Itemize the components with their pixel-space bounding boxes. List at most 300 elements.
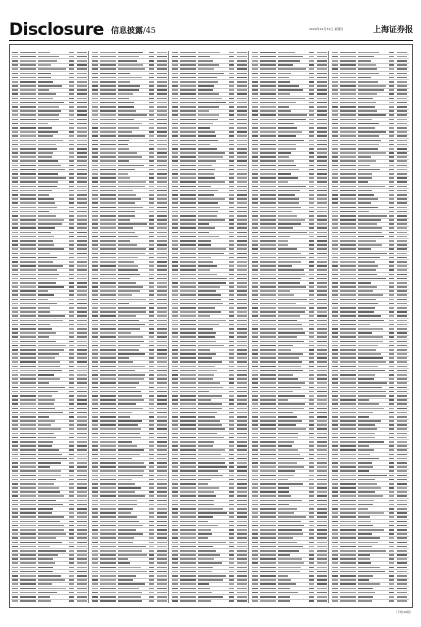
table-cell xyxy=(332,571,338,573)
table-cell xyxy=(317,274,327,276)
table-cell xyxy=(397,202,407,204)
table-cell xyxy=(157,500,167,502)
table-cell xyxy=(252,424,258,426)
table-cell xyxy=(332,127,338,129)
table-cell xyxy=(389,391,394,393)
table-cell xyxy=(389,324,394,326)
table-cell xyxy=(180,345,196,347)
table-row xyxy=(11,600,88,603)
table-cell xyxy=(172,487,178,489)
table-cell xyxy=(229,600,234,602)
table-cell xyxy=(389,169,394,171)
table-cell xyxy=(317,131,327,133)
table-cell xyxy=(100,529,116,531)
table-cell xyxy=(309,399,314,401)
table-cell xyxy=(198,299,221,301)
table-cell xyxy=(260,186,276,188)
table-cell xyxy=(278,324,302,326)
table-cell xyxy=(172,307,178,309)
table-cell xyxy=(278,261,301,263)
table-cell xyxy=(229,475,234,477)
table-cell xyxy=(12,433,18,435)
table-cell xyxy=(198,433,217,435)
table-cell xyxy=(229,207,234,209)
table-cell xyxy=(340,403,356,405)
table-cell xyxy=(100,290,116,292)
table-cell xyxy=(180,294,196,296)
table-cell xyxy=(340,466,356,468)
table-cell xyxy=(69,244,74,246)
table-cell xyxy=(397,274,407,276)
table-cell xyxy=(20,248,36,250)
table-cell xyxy=(77,378,87,380)
table-cell xyxy=(69,387,74,389)
table-cell xyxy=(237,336,247,338)
table-cell xyxy=(252,93,258,95)
table-cell xyxy=(252,433,258,435)
table-cell xyxy=(69,516,74,518)
table-cell xyxy=(180,357,196,359)
table-cell xyxy=(332,416,338,418)
table-cell xyxy=(118,500,137,502)
table-cell xyxy=(237,466,247,468)
table-cell xyxy=(69,320,74,322)
table-cell xyxy=(229,81,234,83)
table-cell xyxy=(229,403,234,405)
table-cell xyxy=(278,387,301,389)
table-cell xyxy=(69,562,74,564)
table-cell xyxy=(92,299,98,301)
table-cell xyxy=(38,248,64,250)
table-cell xyxy=(172,286,178,288)
table-cell xyxy=(118,349,139,351)
table-cell xyxy=(237,73,247,75)
table-cell xyxy=(20,416,36,418)
table-cell xyxy=(317,533,327,535)
table-cell xyxy=(229,575,234,577)
table-cell xyxy=(38,516,64,518)
table-cell xyxy=(100,395,116,397)
table-cell xyxy=(20,391,36,393)
table-cell xyxy=(358,282,371,284)
table-cell xyxy=(397,391,407,393)
table-cell xyxy=(332,592,338,594)
table-cell xyxy=(278,160,294,162)
table-cell xyxy=(100,253,116,255)
table-cell xyxy=(260,169,276,171)
table-cell xyxy=(20,144,36,146)
table-cell xyxy=(309,261,314,263)
table-cell xyxy=(358,311,374,313)
table-cell xyxy=(229,529,234,531)
table-cell xyxy=(172,571,178,573)
table-cell xyxy=(252,391,258,393)
table-cell xyxy=(157,269,167,271)
table-cell xyxy=(20,332,36,334)
table-cell xyxy=(278,449,298,451)
table-cell xyxy=(389,190,394,192)
table-cell xyxy=(237,332,247,334)
table-cell xyxy=(260,123,276,125)
table-cell xyxy=(278,131,302,133)
table-cell xyxy=(237,152,247,154)
table-cell xyxy=(278,148,296,150)
table-cell xyxy=(198,173,214,175)
table-cell xyxy=(237,328,247,330)
table-cell xyxy=(20,311,36,313)
table-column-2 xyxy=(91,51,169,603)
table-cell xyxy=(172,353,178,355)
table-cell xyxy=(77,219,87,221)
table-cell xyxy=(180,349,196,351)
table-cell xyxy=(92,186,98,188)
table-cell xyxy=(237,202,247,204)
table-cell xyxy=(309,441,314,443)
table-cell xyxy=(229,571,234,573)
table-cell xyxy=(229,77,234,79)
table-cell xyxy=(358,546,372,548)
table-cell xyxy=(69,278,74,280)
table-cell xyxy=(69,583,74,585)
table-cell xyxy=(317,73,327,75)
table-cell xyxy=(172,378,178,380)
table-cell xyxy=(340,349,356,351)
table-cell xyxy=(20,315,36,317)
table-cell xyxy=(309,160,314,162)
table-cell xyxy=(92,341,98,343)
table-cell xyxy=(389,571,394,573)
table-cell xyxy=(332,299,338,301)
table-cell xyxy=(20,550,36,552)
table-cell xyxy=(229,391,234,393)
table-cell xyxy=(12,207,18,209)
table-cell xyxy=(100,114,116,116)
table-cell xyxy=(20,412,36,414)
table-cell xyxy=(278,579,291,581)
table-cell xyxy=(260,261,276,263)
table-cell xyxy=(397,416,407,418)
table-cell xyxy=(118,303,129,305)
table-cell xyxy=(20,127,36,129)
table-cell xyxy=(20,588,36,590)
table-cell xyxy=(180,537,196,539)
table-cell xyxy=(157,282,167,284)
table-cell xyxy=(252,98,258,100)
table-cell xyxy=(332,73,338,75)
table-cell xyxy=(149,357,154,359)
table-cell xyxy=(12,148,18,150)
table-cell xyxy=(198,479,211,481)
table-cell xyxy=(118,596,141,598)
table-cell xyxy=(172,500,178,502)
table-cell xyxy=(198,303,223,305)
table-cell xyxy=(317,148,327,150)
table-cell xyxy=(69,190,74,192)
table-cell xyxy=(309,169,314,171)
table-cell xyxy=(397,437,407,439)
table-cell xyxy=(12,571,18,573)
table-cell xyxy=(229,219,234,221)
table-cell xyxy=(92,244,98,246)
table-cell xyxy=(20,320,36,322)
table-cell xyxy=(172,554,178,556)
table-cell xyxy=(278,466,304,468)
table-cell xyxy=(157,186,167,188)
table-cell xyxy=(198,500,214,502)
table-cell xyxy=(100,500,116,502)
table-cell xyxy=(77,387,87,389)
table-cell xyxy=(149,152,154,154)
table-cell xyxy=(100,328,116,330)
table-cell xyxy=(237,102,247,104)
table-cell xyxy=(118,64,143,66)
table-cell xyxy=(12,299,18,301)
table-cell xyxy=(12,186,18,188)
table-cell xyxy=(180,227,196,229)
table-cell xyxy=(100,491,116,493)
table-cell xyxy=(229,64,234,66)
table-cell xyxy=(118,495,145,497)
table-cell xyxy=(157,546,167,548)
table-cell xyxy=(397,123,407,125)
table-cell xyxy=(12,403,18,405)
table-cell xyxy=(100,495,116,497)
table-cell xyxy=(172,357,178,359)
table-cell xyxy=(229,374,234,376)
table-cell xyxy=(260,345,276,347)
table-cell xyxy=(397,583,407,585)
table-cell xyxy=(397,479,407,481)
table-cell xyxy=(157,73,167,75)
table-cell xyxy=(180,315,196,317)
table-cell xyxy=(20,52,36,54)
table-cell xyxy=(397,374,407,376)
table-cell xyxy=(340,537,356,539)
table-cell xyxy=(332,408,338,410)
table-cell xyxy=(118,144,128,146)
table-cell xyxy=(340,600,356,602)
table-cell xyxy=(317,56,327,58)
table-cell xyxy=(397,211,407,213)
table-cell xyxy=(157,583,167,585)
table-cell xyxy=(172,148,178,150)
table-cell xyxy=(198,148,217,150)
table-cell xyxy=(309,550,314,552)
table-cell xyxy=(317,81,327,83)
table-cell xyxy=(317,140,327,142)
table-cell xyxy=(172,370,178,372)
table-cell xyxy=(12,294,18,296)
table-cell xyxy=(317,89,327,91)
table-cell xyxy=(172,202,178,204)
table-cell xyxy=(340,525,356,527)
table-cell xyxy=(149,60,154,62)
table-cell xyxy=(278,391,293,393)
table-cell xyxy=(20,546,36,548)
table-cell xyxy=(12,583,18,585)
table-cell xyxy=(332,433,338,435)
table-cell xyxy=(278,198,299,200)
table-cell xyxy=(358,303,378,305)
table-cell xyxy=(92,462,98,464)
table-cell xyxy=(278,194,295,196)
table-cell xyxy=(180,437,196,439)
table-cell xyxy=(229,156,234,158)
table-cell xyxy=(340,282,356,284)
table-cell xyxy=(252,399,258,401)
table-cell xyxy=(278,416,297,418)
table-cell xyxy=(309,395,314,397)
table-cell xyxy=(92,169,98,171)
table-cell xyxy=(317,495,327,497)
table-cell xyxy=(149,156,154,158)
table-cell xyxy=(317,554,327,556)
table-cell xyxy=(340,491,356,493)
table-cell xyxy=(118,387,136,389)
table-cell xyxy=(38,378,60,380)
table-cell xyxy=(358,341,383,343)
table-cell xyxy=(389,588,394,590)
table-cell xyxy=(317,433,327,435)
table-cell xyxy=(278,119,306,121)
table-cell xyxy=(77,567,87,569)
table-cell xyxy=(397,223,407,225)
table-cell xyxy=(278,592,298,594)
table-cell xyxy=(198,558,214,560)
table-cell xyxy=(77,345,87,347)
table-cell xyxy=(38,219,64,221)
table-cell xyxy=(317,470,327,472)
table-cell xyxy=(180,152,196,154)
table-cell xyxy=(358,466,373,468)
table-cell xyxy=(180,223,196,225)
table-cell xyxy=(252,529,258,531)
table-cell xyxy=(12,106,18,108)
table-cell xyxy=(92,592,98,594)
table-cell xyxy=(100,303,116,305)
table-cell xyxy=(317,194,327,196)
table-cell xyxy=(252,240,258,242)
table-cell xyxy=(38,148,57,150)
table-cell xyxy=(309,324,314,326)
table-cell xyxy=(180,550,196,552)
table-cell xyxy=(69,370,74,372)
table-cell xyxy=(118,579,133,581)
table-cell xyxy=(340,236,356,238)
table-cell xyxy=(317,98,327,100)
table-cell xyxy=(340,278,356,280)
table-cell xyxy=(340,173,356,175)
table-cell xyxy=(340,240,356,242)
table-cell xyxy=(252,537,258,539)
table-cell xyxy=(397,207,407,209)
table-cell xyxy=(309,374,314,376)
table-cell xyxy=(332,181,338,183)
table-cell xyxy=(157,336,167,338)
table-cell xyxy=(340,391,356,393)
table-cell xyxy=(260,600,276,602)
table-cell xyxy=(309,366,314,368)
table-cell xyxy=(157,470,167,472)
table-column-3 xyxy=(171,51,249,603)
table-cell xyxy=(38,89,49,91)
table-cell xyxy=(397,261,407,263)
table-cell xyxy=(252,600,258,602)
table-cell xyxy=(77,181,87,183)
table-cell xyxy=(198,583,209,585)
table-cell xyxy=(172,391,178,393)
table-cell xyxy=(198,152,225,154)
table-cell xyxy=(340,219,356,221)
table-cell xyxy=(260,227,276,229)
table-cell xyxy=(260,236,276,238)
table-cell xyxy=(317,135,327,137)
table-cell xyxy=(12,215,18,217)
table-cell xyxy=(118,73,130,75)
table-cell xyxy=(157,357,167,359)
table-cell xyxy=(389,131,394,133)
table-cell xyxy=(118,391,141,393)
table-cell xyxy=(149,194,154,196)
table-cell xyxy=(397,127,407,129)
table-cell xyxy=(340,311,356,313)
table-cell xyxy=(180,219,196,221)
table-cell xyxy=(77,424,87,426)
table-cell xyxy=(20,156,36,158)
table-cell xyxy=(260,290,276,292)
table-cell xyxy=(332,374,338,376)
table-cell xyxy=(172,265,178,267)
table-cell xyxy=(229,412,234,414)
table-cell xyxy=(278,575,288,577)
table-cell xyxy=(77,269,87,271)
table-cell xyxy=(252,479,258,481)
table-cell xyxy=(149,408,154,410)
table-cell xyxy=(198,454,221,456)
table-cell xyxy=(172,408,178,410)
table-cell xyxy=(358,558,370,560)
table-cell xyxy=(38,399,55,401)
table-cell xyxy=(92,131,98,133)
table-cell xyxy=(397,567,407,569)
table-cell xyxy=(180,257,196,259)
table-cell xyxy=(92,64,98,66)
table-cell xyxy=(397,395,407,397)
table-cell xyxy=(12,219,18,221)
table-cell xyxy=(358,307,375,309)
table-cell xyxy=(20,374,36,376)
table-cell xyxy=(172,441,178,443)
table-cell xyxy=(229,152,234,154)
table-cell xyxy=(309,257,314,259)
table-cell xyxy=(317,123,327,125)
page-number: /45 xyxy=(143,26,156,35)
table-cell xyxy=(358,516,370,518)
table-cell xyxy=(229,299,234,301)
table-cell xyxy=(100,181,116,183)
table-cell xyxy=(92,508,98,510)
table-cell xyxy=(198,165,212,167)
table-cell xyxy=(237,458,247,460)
table-cell xyxy=(172,412,178,414)
table-cell xyxy=(100,52,116,54)
table-cell xyxy=(77,290,87,292)
table-cell xyxy=(252,491,258,493)
table-cell xyxy=(38,177,66,179)
table-cell xyxy=(252,483,258,485)
table-cell xyxy=(69,357,74,359)
table-cell xyxy=(229,223,234,225)
